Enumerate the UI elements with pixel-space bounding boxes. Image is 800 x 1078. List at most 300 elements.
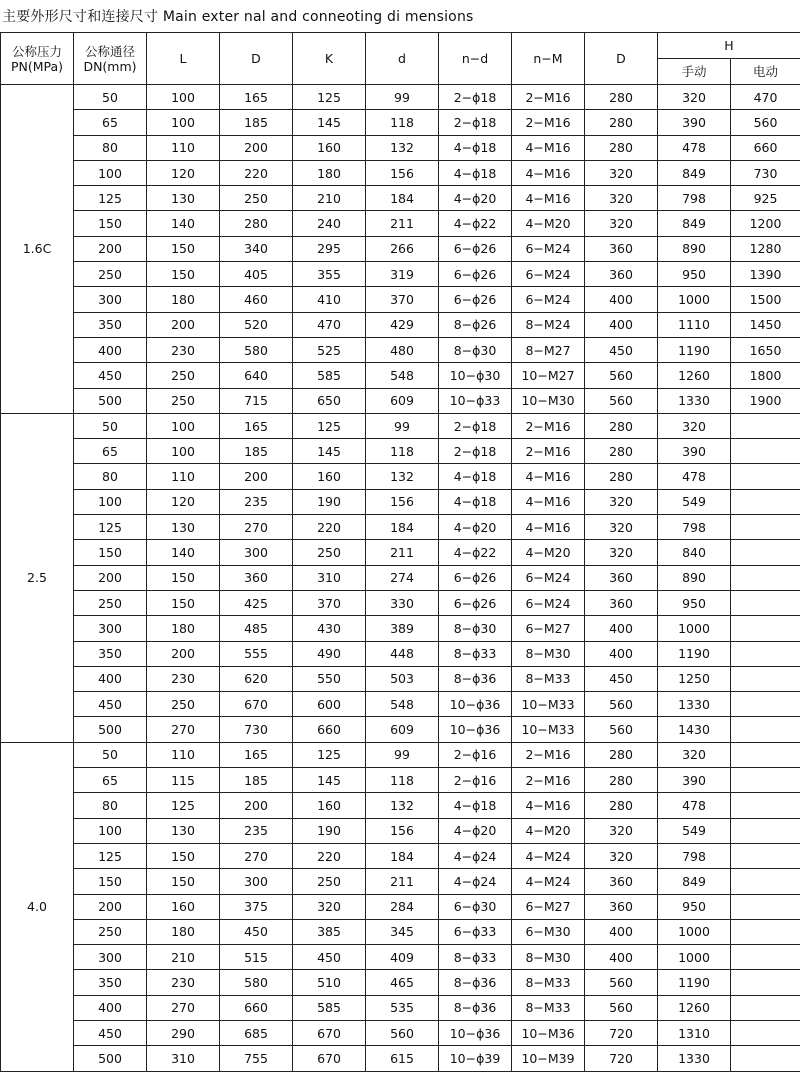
header-K: K: [293, 33, 366, 85]
cell-d: 465: [366, 970, 439, 995]
cell-D: 270: [220, 515, 293, 540]
cell-H-manual: 320: [658, 85, 731, 110]
cell-D: 185: [220, 439, 293, 464]
cell-H-manual: 1330: [658, 1046, 731, 1071]
table-row: [1, 919, 800, 944]
cell-nd: 4−ϕ22: [439, 540, 512, 565]
cell-nM: 2−M16: [512, 768, 585, 793]
cell-dn: 100: [74, 489, 147, 514]
cell-dn: 200: [74, 894, 147, 919]
cell-K: 490: [293, 641, 366, 666]
cell-H-electric: [731, 413, 800, 438]
cell-D: 250: [220, 186, 293, 211]
cell-D: 235: [220, 818, 293, 843]
cell-nd: 8−ϕ33: [439, 641, 512, 666]
cell-K: 190: [293, 489, 366, 514]
cell-dn: 50: [74, 85, 147, 110]
table-row: [1, 413, 800, 438]
cell-L: 230: [147, 970, 220, 995]
cell-H-electric: [731, 843, 800, 868]
cell-L: 180: [147, 616, 220, 641]
cell-H-electric: [731, 818, 800, 843]
cell-nd: 6−ϕ26: [439, 287, 512, 312]
cell-nM: 10−M30: [512, 388, 585, 413]
cell-H-manual: 390: [658, 768, 731, 793]
cell-H-electric: [731, 793, 800, 818]
cell-dn: 400: [74, 666, 147, 691]
cell-D2: 560: [585, 363, 658, 388]
cell-L: 200: [147, 641, 220, 666]
cell-K: 525: [293, 337, 366, 362]
cell-K: 250: [293, 540, 366, 565]
cell-D: 640: [220, 363, 293, 388]
cell-d: 389: [366, 616, 439, 641]
cell-nM: 10−M33: [512, 692, 585, 717]
cell-H-manual: 1000: [658, 945, 731, 970]
header-D2: D: [585, 33, 658, 85]
table-row: [1, 793, 800, 818]
cell-dn: 450: [74, 1020, 147, 1045]
cell-L: 270: [147, 717, 220, 742]
cell-L: 130: [147, 186, 220, 211]
cell-d: 132: [366, 135, 439, 160]
cell-dn: 125: [74, 515, 147, 540]
cell-nd: 8−ϕ26: [439, 312, 512, 337]
table-row: [1, 1046, 800, 1071]
cell-L: 115: [147, 768, 220, 793]
cell-nM: 8−M30: [512, 945, 585, 970]
cell-D2: 400: [585, 641, 658, 666]
cell-H-manual: 549: [658, 818, 731, 843]
cell-K: 670: [293, 1020, 366, 1045]
cell-nd: 4−ϕ22: [439, 211, 512, 236]
table-row: [1, 540, 800, 565]
cell-D2: 560: [585, 970, 658, 995]
cell-d: 284: [366, 894, 439, 919]
cell-d: 211: [366, 869, 439, 894]
cell-nd: 8−ϕ36: [439, 970, 512, 995]
cell-dn: 65: [74, 768, 147, 793]
cell-H-manual: 390: [658, 439, 731, 464]
cell-d: 156: [366, 818, 439, 843]
header-D: D: [220, 33, 293, 85]
cell-D2: 280: [585, 110, 658, 135]
cell-K: 145: [293, 110, 366, 135]
cell-D: 485: [220, 616, 293, 641]
cell-dn: 80: [74, 135, 147, 160]
cell-H-electric: [731, 1020, 800, 1045]
cell-d: 156: [366, 160, 439, 185]
cell-nd: 4−ϕ24: [439, 843, 512, 868]
cell-H-electric: [731, 692, 800, 717]
cell-K: 650: [293, 388, 366, 413]
cell-D: 660: [220, 995, 293, 1020]
cell-L: 200: [147, 312, 220, 337]
cell-D: 755: [220, 1046, 293, 1071]
table-row: [1, 768, 800, 793]
cell-dn: 125: [74, 843, 147, 868]
cell-H-manual: 1330: [658, 692, 731, 717]
cell-dn: 250: [74, 262, 147, 287]
cell-L: 150: [147, 843, 220, 868]
cell-d: 118: [366, 768, 439, 793]
cell-nM: 6−M27: [512, 616, 585, 641]
cell-nM: 6−M24: [512, 262, 585, 287]
cell-H-manual: 798: [658, 515, 731, 540]
cell-K: 210: [293, 186, 366, 211]
cell-d: 274: [366, 565, 439, 590]
header-H: H: [658, 33, 800, 59]
cell-nd: 2−ϕ18: [439, 439, 512, 464]
cell-dn: 80: [74, 793, 147, 818]
cell-nM: 10−M27: [512, 363, 585, 388]
cell-nd: 6−ϕ26: [439, 590, 512, 615]
cell-dn: 450: [74, 363, 147, 388]
cell-d: 99: [366, 85, 439, 110]
cell-H-manual: 1190: [658, 337, 731, 362]
cell-nM: 8−M33: [512, 970, 585, 995]
cell-d: 409: [366, 945, 439, 970]
cell-d: 330: [366, 590, 439, 615]
cell-nd: 10−ϕ33: [439, 388, 512, 413]
cell-H-manual: 950: [658, 590, 731, 615]
cell-nd: 6−ϕ26: [439, 262, 512, 287]
table-row: [1, 287, 800, 312]
cell-H-manual: 1110: [658, 312, 731, 337]
cell-D2: 360: [585, 894, 658, 919]
cell-D2: 320: [585, 211, 658, 236]
cell-d: 132: [366, 464, 439, 489]
cell-d: 211: [366, 540, 439, 565]
cell-L: 150: [147, 262, 220, 287]
cell-K: 180: [293, 160, 366, 185]
cell-d: 609: [366, 388, 439, 413]
cell-H-electric: 1800: [731, 363, 800, 388]
table-row: [1, 489, 800, 514]
cell-nd: 2−ϕ16: [439, 768, 512, 793]
table-row: [1, 843, 800, 868]
table-row: [1, 616, 800, 641]
cell-nd: 4−ϕ18: [439, 464, 512, 489]
cell-D: 685: [220, 1020, 293, 1045]
cell-nM: 4−M16: [512, 186, 585, 211]
cell-D: 670: [220, 692, 293, 717]
cell-H-electric: [731, 540, 800, 565]
cell-d: 548: [366, 363, 439, 388]
cell-D: 165: [220, 85, 293, 110]
cell-H-electric: 925: [731, 186, 800, 211]
cell-D: 185: [220, 768, 293, 793]
cell-D: 200: [220, 793, 293, 818]
cell-H-manual: 1330: [658, 388, 731, 413]
cell-D: 450: [220, 919, 293, 944]
cell-dn: 300: [74, 287, 147, 312]
cell-nd: 8−ϕ36: [439, 666, 512, 691]
cell-d: 345: [366, 919, 439, 944]
cell-L: 110: [147, 464, 220, 489]
cell-D: 165: [220, 413, 293, 438]
table-row: [1, 666, 800, 691]
cell-K: 220: [293, 843, 366, 868]
table-row: [1, 590, 800, 615]
cell-K: 430: [293, 616, 366, 641]
cell-nd: 4−ϕ18: [439, 489, 512, 514]
cell-H-electric: [731, 742, 800, 767]
cell-nM: 4−M16: [512, 793, 585, 818]
cell-nM: 2−M16: [512, 439, 585, 464]
cell-nd: 4−ϕ20: [439, 186, 512, 211]
cell-D2: 280: [585, 742, 658, 767]
cell-D: 460: [220, 287, 293, 312]
cell-K: 160: [293, 464, 366, 489]
cell-nM: 8−M27: [512, 337, 585, 362]
header-nM: n−M: [512, 33, 585, 85]
cell-K: 160: [293, 793, 366, 818]
cell-D2: 280: [585, 464, 658, 489]
cell-nM: 10−M39: [512, 1046, 585, 1071]
cell-dn: 400: [74, 995, 147, 1020]
cell-D2: 450: [585, 666, 658, 691]
cell-K: 145: [293, 768, 366, 793]
cell-dn: 300: [74, 945, 147, 970]
cell-d: 503: [366, 666, 439, 691]
cell-nd: 4−ϕ20: [439, 818, 512, 843]
cell-H-manual: 849: [658, 211, 731, 236]
cell-K: 220: [293, 515, 366, 540]
cell-K: 125: [293, 413, 366, 438]
cell-D: 515: [220, 945, 293, 970]
pn-group-cell: 2.5: [1, 413, 74, 742]
cell-d: 118: [366, 439, 439, 464]
cell-L: 230: [147, 337, 220, 362]
cell-d: 609: [366, 717, 439, 742]
cell-L: 180: [147, 919, 220, 944]
cell-nd: 6−ϕ26: [439, 565, 512, 590]
cell-dn: 150: [74, 540, 147, 565]
cell-D: 375: [220, 894, 293, 919]
cell-L: 120: [147, 489, 220, 514]
cell-K: 310: [293, 565, 366, 590]
cell-D: 425: [220, 590, 293, 615]
cell-D2: 400: [585, 616, 658, 641]
cell-H-manual: 798: [658, 843, 731, 868]
cell-D2: 400: [585, 287, 658, 312]
cell-nd: 10−ϕ36: [439, 1020, 512, 1045]
cell-nM: 4−M16: [512, 464, 585, 489]
cell-K: 600: [293, 692, 366, 717]
cell-dn: 150: [74, 869, 147, 894]
cell-D2: 720: [585, 1020, 658, 1045]
cell-L: 130: [147, 515, 220, 540]
cell-K: 320: [293, 894, 366, 919]
cell-nd: 2−ϕ18: [439, 85, 512, 110]
cell-H-manual: 1260: [658, 995, 731, 1020]
cell-H-manual: 1260: [658, 363, 731, 388]
cell-D2: 560: [585, 717, 658, 742]
cell-dn: 350: [74, 312, 147, 337]
cell-D: 300: [220, 869, 293, 894]
cell-D: 580: [220, 970, 293, 995]
cell-H-electric: 560: [731, 110, 800, 135]
cell-nM: 2−M16: [512, 742, 585, 767]
table-row: [1, 236, 800, 261]
cell-dn: 350: [74, 641, 147, 666]
cell-dn: 65: [74, 110, 147, 135]
cell-D: 715: [220, 388, 293, 413]
cell-D2: 560: [585, 388, 658, 413]
cell-D: 270: [220, 843, 293, 868]
cell-d: 535: [366, 995, 439, 1020]
cell-nd: 8−ϕ36: [439, 995, 512, 1020]
cell-D2: 280: [585, 793, 658, 818]
header-H-electric: 电动: [731, 59, 800, 85]
cell-nd: 6−ϕ30: [439, 894, 512, 919]
table-row: [1, 1020, 800, 1045]
cell-D: 300: [220, 540, 293, 565]
cell-nd: 10−ϕ36: [439, 717, 512, 742]
cell-L: 250: [147, 388, 220, 413]
cell-nd: 2−ϕ18: [439, 413, 512, 438]
cell-dn: 500: [74, 717, 147, 742]
cell-H-manual: 1190: [658, 641, 731, 666]
cell-nM: 4−M24: [512, 843, 585, 868]
cell-K: 670: [293, 1046, 366, 1071]
cell-D: 405: [220, 262, 293, 287]
cell-dn: 65: [74, 439, 147, 464]
cell-nd: 4−ϕ18: [439, 135, 512, 160]
cell-nd: 6−ϕ33: [439, 919, 512, 944]
cell-L: 150: [147, 565, 220, 590]
table-row: [1, 211, 800, 236]
cell-H-manual: 950: [658, 262, 731, 287]
cell-L: 120: [147, 160, 220, 185]
table-row: [1, 742, 800, 767]
cell-H-electric: 1900: [731, 388, 800, 413]
cell-D2: 280: [585, 768, 658, 793]
table-row: [1, 312, 800, 337]
cell-D2: 450: [585, 337, 658, 362]
cell-nM: 6−M24: [512, 287, 585, 312]
cell-H-electric: [731, 616, 800, 641]
pn-group-cell: 1.6C: [1, 85, 74, 414]
cell-H-manual: 1430: [658, 717, 731, 742]
cell-nd: 8−ϕ30: [439, 616, 512, 641]
cell-d: 184: [366, 515, 439, 540]
cell-L: 150: [147, 236, 220, 261]
cell-L: 180: [147, 287, 220, 312]
cell-nM: 4−M20: [512, 818, 585, 843]
cell-H-electric: [731, 489, 800, 514]
cell-d: 99: [366, 742, 439, 767]
cell-d: 184: [366, 843, 439, 868]
cell-D2: 400: [585, 312, 658, 337]
cell-D: 620: [220, 666, 293, 691]
cell-H-manual: 1250: [658, 666, 731, 691]
cell-nd: 4−ϕ18: [439, 793, 512, 818]
cell-nM: 8−M33: [512, 995, 585, 1020]
cell-H-manual: 798: [658, 186, 731, 211]
cell-d: 118: [366, 110, 439, 135]
cell-dn: 50: [74, 742, 147, 767]
table-row: [1, 894, 800, 919]
cell-H-manual: 1000: [658, 919, 731, 944]
cell-D2: 320: [585, 515, 658, 540]
cell-nM: 4−M16: [512, 135, 585, 160]
cell-D: 165: [220, 742, 293, 767]
cell-dn: 200: [74, 236, 147, 261]
cell-dn: 250: [74, 919, 147, 944]
cell-nd: 4−ϕ20: [439, 515, 512, 540]
table-row: [1, 135, 800, 160]
cell-H-electric: [731, 970, 800, 995]
cell-H-electric: 1390: [731, 262, 800, 287]
cell-dn: 125: [74, 186, 147, 211]
cell-H-electric: [731, 641, 800, 666]
cell-L: 150: [147, 869, 220, 894]
cell-H-manual: 950: [658, 894, 731, 919]
cell-H-manual: 1310: [658, 1020, 731, 1045]
cell-D: 200: [220, 464, 293, 489]
table-row: [1, 464, 800, 489]
table-row: [1, 439, 800, 464]
cell-nM: 6−M24: [512, 236, 585, 261]
cell-D: 280: [220, 211, 293, 236]
cell-dn: 50: [74, 413, 147, 438]
cell-d: 480: [366, 337, 439, 362]
cell-H-electric: [731, 869, 800, 894]
cell-nd: 2−ϕ18: [439, 110, 512, 135]
cell-H-electric: [731, 919, 800, 944]
table-row: [1, 692, 800, 717]
cell-L: 140: [147, 211, 220, 236]
table-row: [1, 388, 800, 413]
table-row: [1, 337, 800, 362]
cell-K: 295: [293, 236, 366, 261]
cell-H-electric: 1280: [731, 236, 800, 261]
cell-H-electric: 660: [731, 135, 800, 160]
cell-nM: 10−M36: [512, 1020, 585, 1045]
cell-D2: 400: [585, 919, 658, 944]
cell-D2: 360: [585, 236, 658, 261]
cell-D2: 320: [585, 186, 658, 211]
cell-D2: 560: [585, 995, 658, 1020]
cell-L: 150: [147, 590, 220, 615]
cell-dn: 100: [74, 160, 147, 185]
cell-D2: 360: [585, 590, 658, 615]
cell-nM: 2−M16: [512, 85, 585, 110]
cell-L: 100: [147, 413, 220, 438]
header-nd: n−d: [439, 33, 512, 85]
table-row: [1, 945, 800, 970]
cell-H-manual: 890: [658, 565, 731, 590]
cell-d: 266: [366, 236, 439, 261]
header-row: [1, 33, 800, 59]
header-H-manual: 手动: [658, 59, 731, 85]
cell-K: 585: [293, 995, 366, 1020]
cell-H-electric: [731, 565, 800, 590]
cell-K: 125: [293, 85, 366, 110]
table-row: [1, 717, 800, 742]
cell-dn: 150: [74, 211, 147, 236]
table-row: [1, 970, 800, 995]
cell-L: 250: [147, 692, 220, 717]
cell-L: 160: [147, 894, 220, 919]
cell-H-electric: [731, 464, 800, 489]
cell-K: 585: [293, 363, 366, 388]
cell-L: 100: [147, 85, 220, 110]
cell-L: 250: [147, 363, 220, 388]
header-dn: 公称通径 DN(mm): [74, 33, 147, 85]
